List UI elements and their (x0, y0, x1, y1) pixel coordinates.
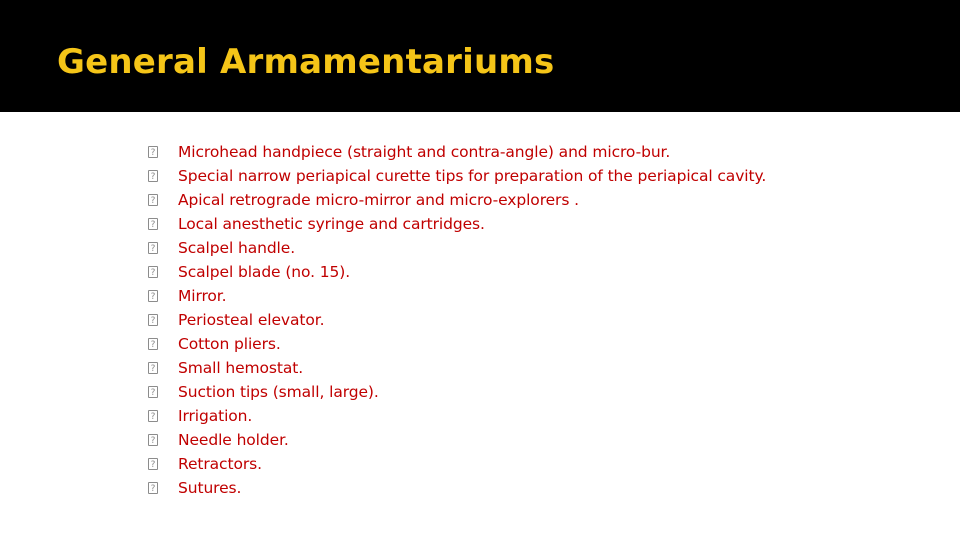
list-item-text: Local anesthetic syringe and cartridges. (178, 215, 485, 233)
list-item-text: Scalpel blade (no. 15). (178, 263, 351, 281)
list-item-text: Suction tips (small, large). (178, 383, 379, 401)
missing-glyph-bullet-icon: ? (146, 164, 160, 188)
list-item-text: Periosteal elevator. (178, 311, 325, 329)
list-item (150, 332, 770, 356)
missing-glyph-bullet-icon: ? (146, 332, 160, 356)
missing-glyph-bullet-icon: ? (146, 188, 160, 212)
missing-glyph-bullet-icon: ? (146, 380, 160, 404)
missing-glyph-bullet-icon: ? (146, 236, 160, 260)
slide-title: General Armamentariums (57, 42, 555, 82)
list-item-text: Retractors. (178, 455, 262, 473)
list-item (150, 284, 770, 308)
missing-glyph-bullet-icon: ? (146, 140, 160, 164)
list-item (150, 140, 770, 164)
list-item-text: Apical retrograde micro-mirror and micro-explorers . (178, 191, 579, 209)
list-item-text: Cotton pliers. (178, 335, 281, 353)
armamentarium-list (150, 140, 770, 500)
missing-glyph-bullet-icon: ? (146, 260, 160, 284)
title-band (0, 0, 960, 112)
list-item (150, 404, 770, 428)
list-item-text: Mirror. (178, 287, 227, 305)
list-item (150, 476, 770, 500)
missing-glyph-bullet-icon: ? (146, 308, 160, 332)
list-item (150, 428, 770, 452)
list-item (150, 452, 770, 476)
list-item-text: Microhead handpiece (straight and contra-angle) and micro-bur. (178, 143, 671, 161)
list-item (150, 356, 770, 380)
list-item (150, 308, 770, 332)
list-item (150, 236, 770, 260)
list-item (150, 188, 770, 212)
missing-glyph-bullet-icon: ? (146, 356, 160, 380)
list-item (150, 260, 770, 284)
list-item-text: Irrigation. (178, 407, 253, 425)
list-item (150, 164, 770, 188)
list-item (150, 380, 770, 404)
list-item-text: Scalpel handle. (178, 239, 296, 257)
list-item-text: Sutures. (178, 479, 242, 497)
missing-glyph-bullet-icon: ? (146, 284, 160, 308)
missing-glyph-bullet-icon: ? (146, 476, 160, 500)
list-item-text: Special narrow periapical curette tips for preparation of the periapical cavity. (178, 167, 767, 185)
missing-glyph-bullet-icon: ? (146, 404, 160, 428)
missing-glyph-bullet-icon: ? (146, 452, 160, 476)
list-item-text: Small hemostat. (178, 359, 304, 377)
missing-glyph-bullet-icon: ? (146, 212, 160, 236)
missing-glyph-bullet-icon: ? (146, 428, 160, 452)
list-item (150, 212, 770, 236)
list-item-text: Needle holder. (178, 431, 289, 449)
slide-content (0, 112, 960, 540)
